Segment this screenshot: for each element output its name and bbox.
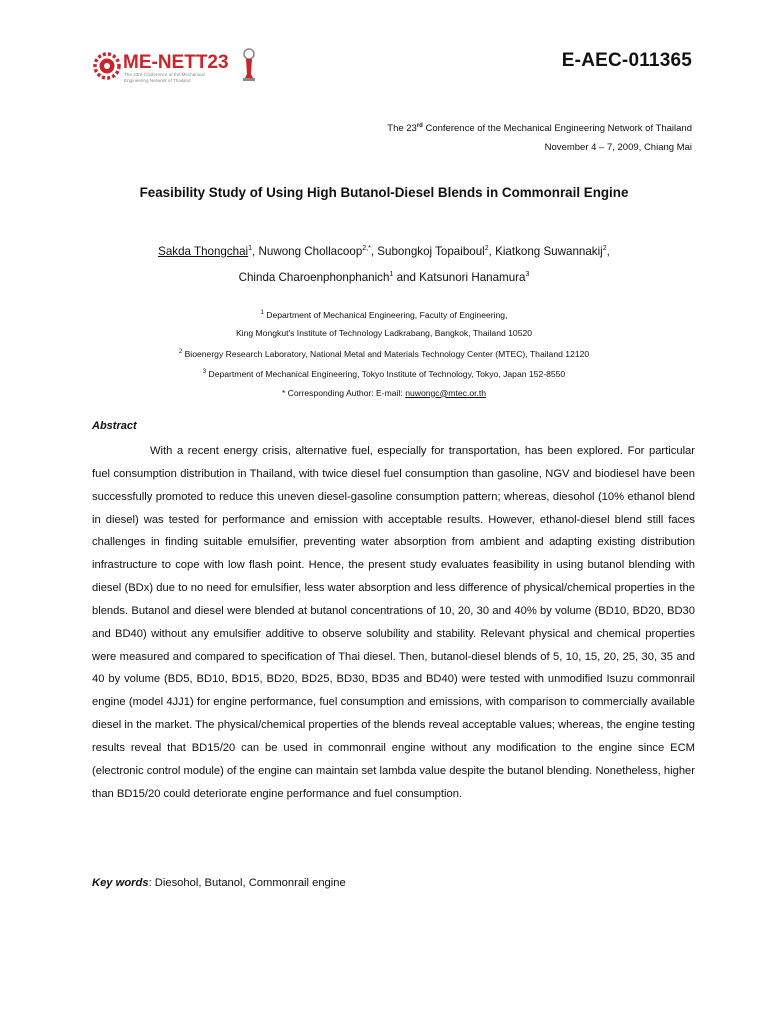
paper-title: Feasibility Study of Using High Butanol-Diesel Blends in Commonrail Engine [139,185,629,200]
abstract-heading: Abstract [92,420,137,432]
keywords-list: Diesohol, Butanol, Commonrail engine [154,877,346,889]
author-name: Nuwong Chollacoop [258,244,363,258]
emblem-icon [243,49,255,81]
keywords-label: Key words [92,877,149,889]
keywords: Key words: Diesohol, Butanol, Commonrail engine [92,877,346,889]
conference-name: The 23rd Conference of the Mechanical Engineering Network of Thailand [387,123,692,135]
paper-id: E-AEC-011365 [561,50,692,71]
corresponding-author: * Corresponding Author: E-mail: nuwongc@mtec.or.th [281,387,487,398]
author-name: Chinda Charoenphonphanich [238,270,390,284]
affiliations [80,304,688,402]
logo-subtitle-1: The 23rd Conference of the Mechanical [124,72,205,77]
author-list: Sakda Thongchai$^1$, Nuwong Chollacoop$^{2,*}$, Subongkoj Topaiboul$^2$, Kiatkong Suwannakij$^2$, Chinda Charoenphonphanich$^1$ and Katsunori Hanamura$^3$ [158,244,610,284]
author-name: Subongkoj Topaiboul [377,244,485,258]
conference-date: November 4 – 7, 2009, Chiang Mai [544,142,692,153]
conference-logo [93,44,261,86]
email-link[interactable]: nuwongc@mtec.or.th [405,387,487,398]
abstract-body: With a recent energy crisis, alternative fuel, especially for transportation, has been explored. For particular fuel consumption distribution in Thailand, with twice diesel fuel consumption than gasoline, NGV and biodiesel have been successfully promoted to reduce this uneven diesel-gasoline consumption pattern; whereas, diesohol (10% ethanol blend in diesel) was tested for performance and emission with acceptable results. However, ethanol-diesel blend still faces challenges in finding suitable emulsifier, preventing water absorption from ambient and adapting existing distribution infrastructure to cope with low flash point. Hence, the present study evaluates feasibility in using butanol blending with diesel (BDx) due to no need for emulsifier, less water absorption and less difference of physical/chemical properties in the blends. Butanol and diesel were blended at butanol concentrations of 10, 20, 30 and 40% by volume (BD10, BD20, BD30 and BD40) without any emulsifier additive to observe solubility and stability. Relevant physical and chemical properties were measured and compared to specification of Thai diesel. Then, butanol-diesel blends of 5, 10, 15, 20, 25, 30, 35 and 40 by volume (BD5, BD10, BD15, BD20, BD25, BD30, BD35 and BD40) were tested with unmodified Isuzu commonrail engine (model 4JJ1) for engine performance, fuel consumption and emissions, with comparison to commercially available diesel in the market. The physical/chemical properties of the blends reveal acceptable values; whereas, the engine testing results reveal that BD15/20 can be used in commonrail engine without any modification to the engine since ECM (electronic control module) of the engine can maintain set lambda value despite the butanol blending. Nonetheless, higher than BD15/20 could deteriorate engine performance and fuel consumption. [92,445,695,800]
author-name: Sakda Thongchai [158,244,249,258]
logo-text: ME-NETT23 [123,52,229,73]
gear-icon [95,54,119,78]
author-name: Kiatkong Suwannakij [495,244,603,258]
affiliation-3: $^3$ Department of Mechanical Engineering, Tokyo Institute of Technology, Tokyo, Japan 152-8550 [202,369,566,380]
author-name: Katsunori Hanamura [419,270,526,284]
logo-subtitle-2: Engineering Network of Thailand [124,78,191,83]
affiliation-1: $^1$ Department of Mechanical Engineering, Faculty of Engineering, [260,309,508,320]
affiliation-2: $^2$ Bioenergy Research Laboratory, National Metal and Materials Technology Center (MTEC), Thailand 12120 [178,348,590,359]
affiliation-1-address: King Mongkut's Institute of Technology Ladkrabang, Bangkok, Thailand 10520 [235,328,533,339]
